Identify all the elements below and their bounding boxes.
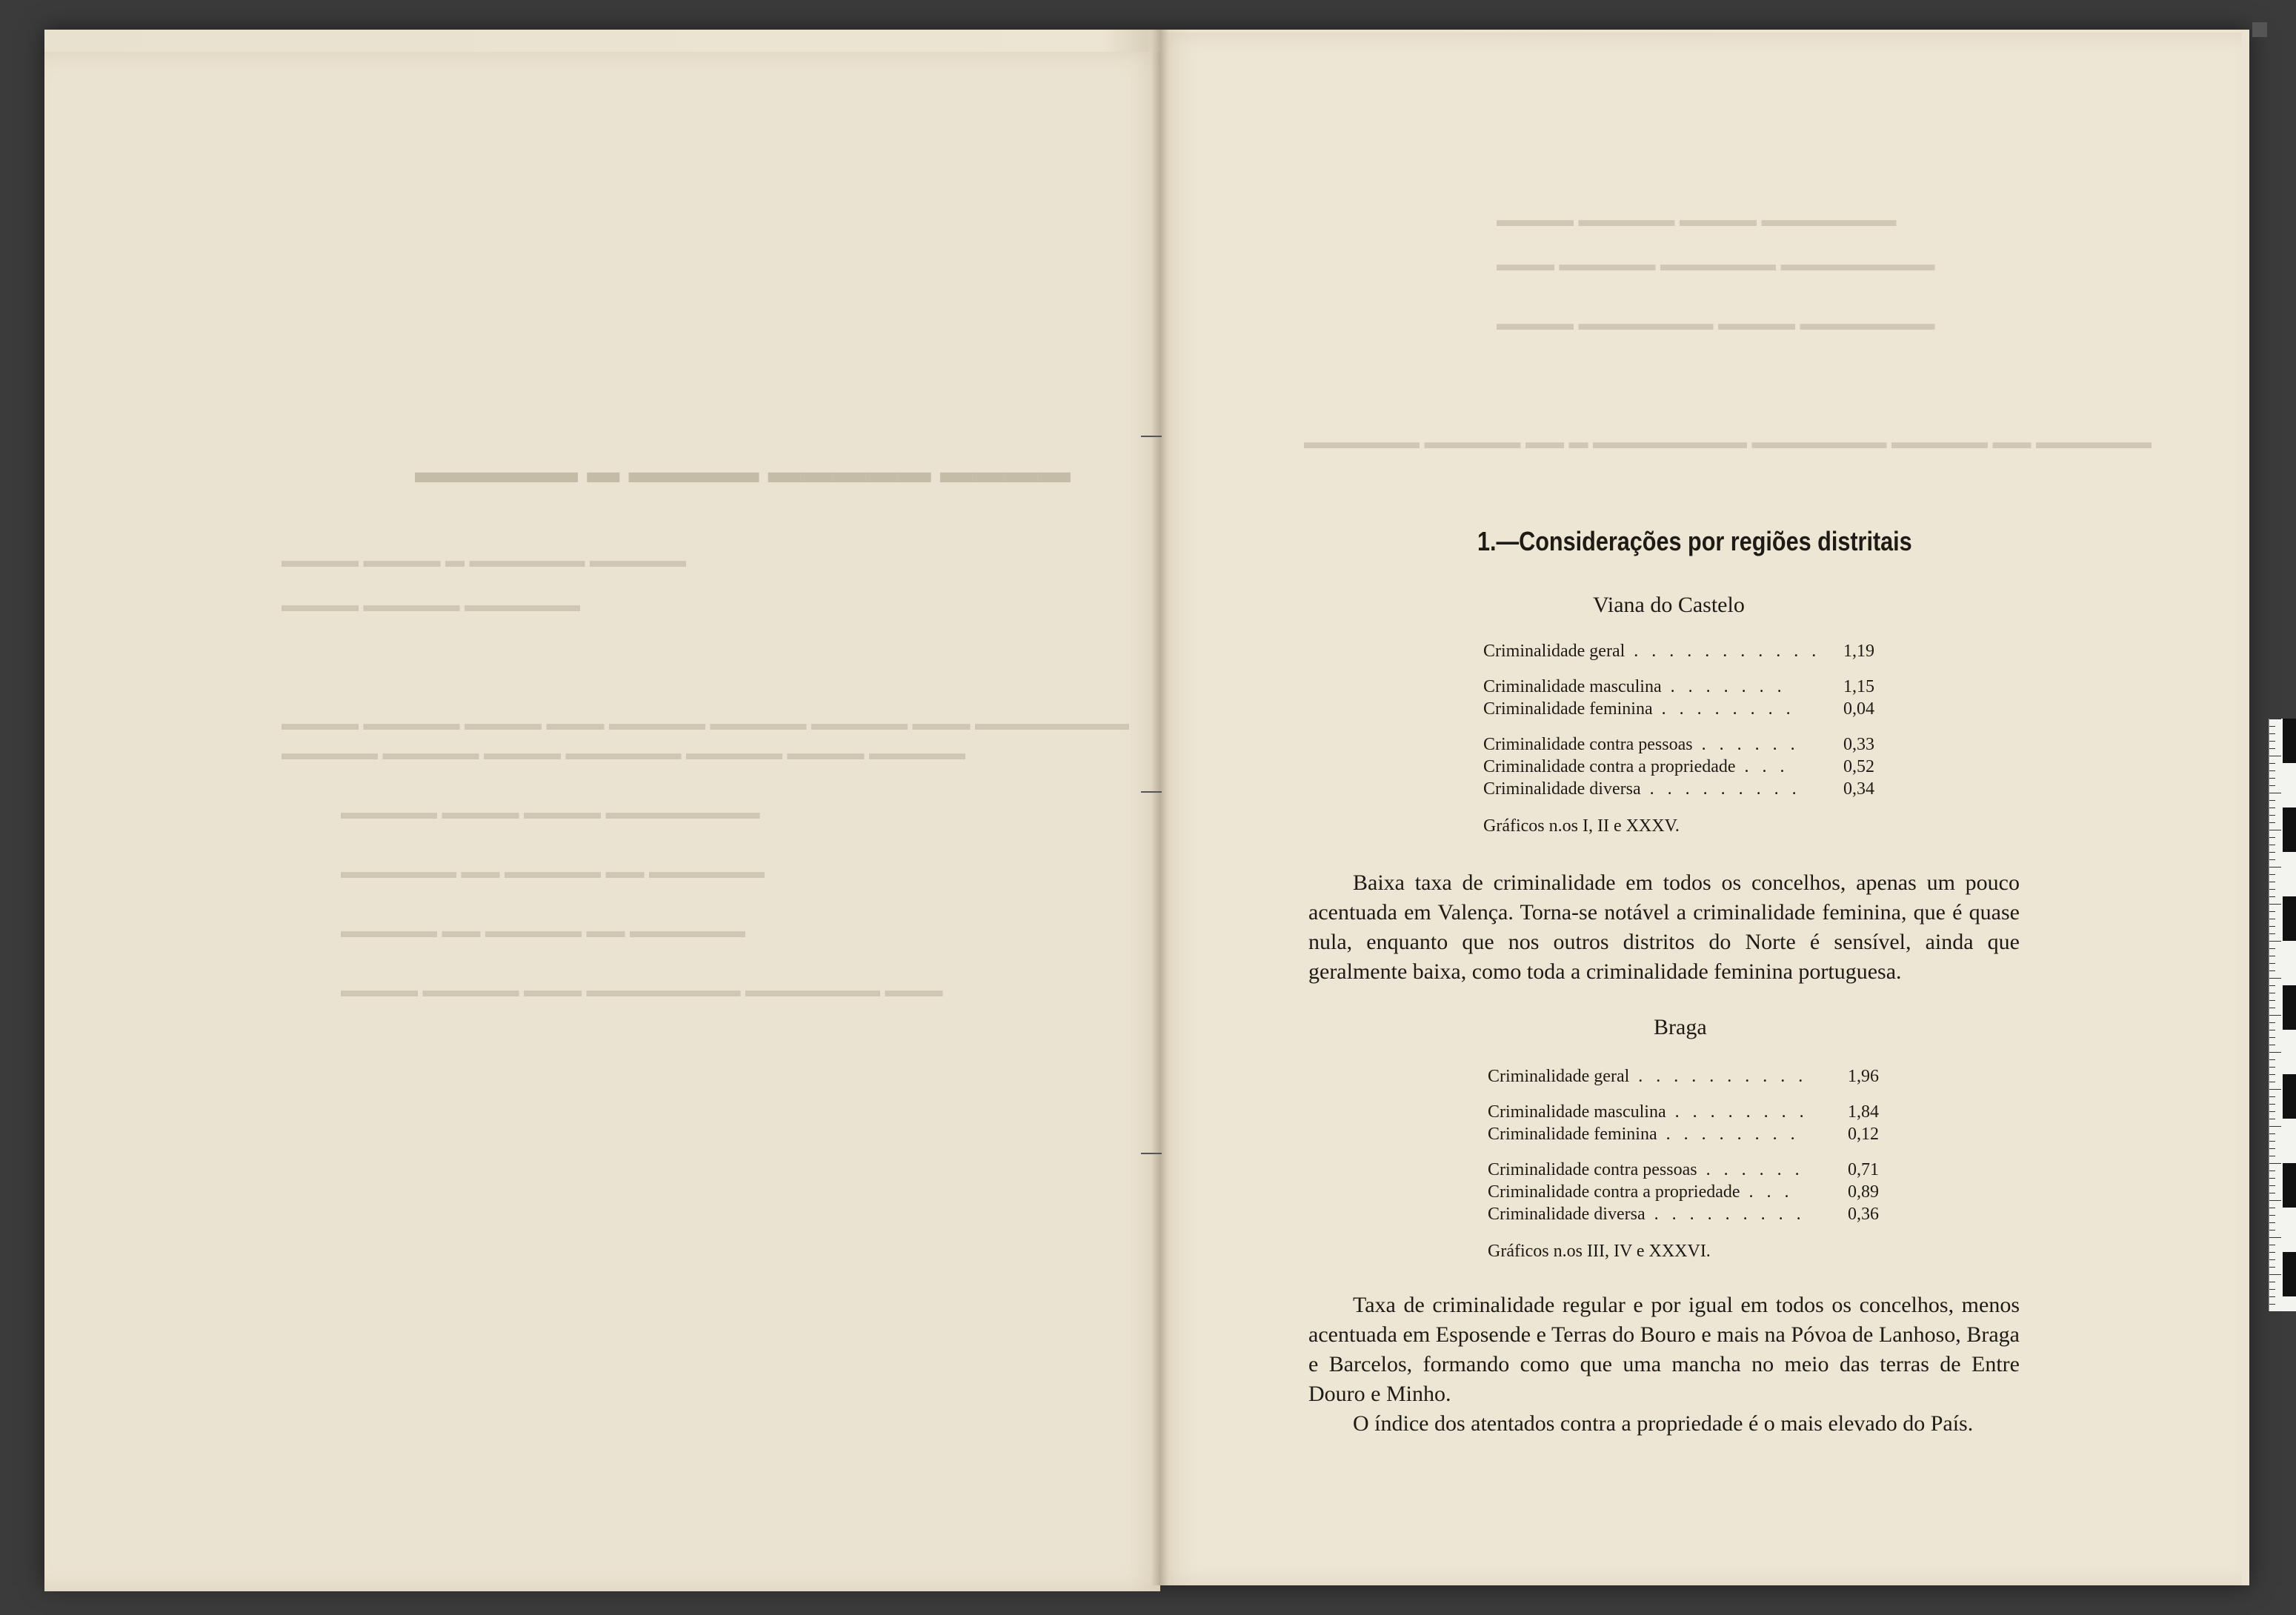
show-through-title: ▬▬▬▬ ▬▬▬▬▬ ▬▬▬▬ ▬ ▬▬▬▬▬: [415, 453, 1071, 490]
ruler-graduation: [2269, 1289, 2275, 1290]
stat-value: 0,12: [1848, 1125, 1879, 1144]
ruler-graduation: [2269, 1052, 2281, 1053]
viana-paragraph: Baixa taxa de criminalidade em todos os concelhos, apenas um pouco acentuada em Valença. Torna-se notável a criminalidade feminina, que é quase nula, enquanto que nos outros distritos do Norte é sensível, ainda que geralmente baixa, como toda a criminalidade feminina portuguesa.: [1308, 870, 2020, 984]
ruler-graduation: [2269, 896, 2275, 897]
ruler-graduation: [2269, 963, 2275, 964]
district-name-viana: Viana do Castelo: [1593, 593, 1745, 617]
stat-value: 1,19: [1843, 642, 1874, 661]
ruler-graduation: [2269, 1096, 2275, 1097]
show-through-text: ▬▬▬▬▬▬▬▬ ▬▬▬▬ ▬▬▬▬ ▬▬▬▬▬: [341, 802, 760, 823]
binding-mark: [1141, 1153, 1162, 1154]
ruler-graduation: [2269, 874, 2275, 875]
stat-label: Criminalidade contra pessoas: [1483, 735, 1693, 754]
stat-label: Criminalidade feminina: [1483, 699, 1653, 719]
leader-dots: . . . . . . . . .: [1640, 779, 1801, 799]
ruler-graduation: [2269, 1200, 2281, 1201]
ruler-graduation: [2269, 1296, 2275, 1297]
ruler-block: [2283, 719, 2296, 763]
stat-row: [1483, 779, 1801, 799]
ruler-graduation: [2269, 1237, 2281, 1238]
ruler-graduation: [2269, 1267, 2275, 1268]
ruler-graduation: [2269, 785, 2275, 786]
show-through-text: ▬▬▬▬▬▬ ▬▬ ▬▬▬▬▬ ▬▬ ▬▬▬▬▬: [341, 920, 745, 942]
stat-row: [1483, 642, 1820, 662]
show-through-text: ▬▬▬▬▬▬ ▬▬▬▬▬ ▬▬▬▬: [282, 594, 580, 616]
district-name-braga: Braga: [1654, 1015, 1707, 1039]
ruler-graduation: [2269, 970, 2275, 971]
braga-paragraph: Taxa de criminalidade regular e por igual em todos os concelhos, menos acentuada em Esposende e Terras do Bouro e mais na Póvoa de Lanhoso, Braga e Barcelos, formando como que uma mancha no meio das terras de Entre Douro e Minho.: [1308, 1293, 2020, 1406]
stat-row: [1488, 1102, 1808, 1122]
ruler-graduation: [2269, 763, 2275, 764]
stat-label: Criminalidade feminina: [1488, 1125, 1657, 1144]
ruler-graduation: [2269, 1215, 2275, 1216]
stat-label: Criminalidade diversa: [1483, 779, 1641, 799]
ruler-graduation: [2269, 1274, 2281, 1275]
braga-paragraph-2: O índice dos atentados contra a propriedade é o mais elevado do País.: [1353, 1411, 1974, 1436]
ruler-block: [2283, 1074, 2296, 1119]
ruler-graduation: [2269, 1074, 2275, 1075]
ruler-graduation: [2269, 1178, 2275, 1179]
ruler-graduation: [2269, 1037, 2275, 1038]
ruler-graduation: [2269, 748, 2275, 749]
ruler-graduation: [2269, 859, 2275, 860]
stat-label: Criminalidade masculina: [1488, 1102, 1666, 1122]
graficos-reference: Gráficos n.os I, II e XXXV.: [1483, 816, 1680, 836]
stat-row: [1488, 1205, 1806, 1225]
show-through-text: ▬▬▬▬▬▬▬▬ ▬▬▬ ▬▬▬▬▬ ▬▬▬▬▬ ▬▬▬▬▬ ▬▬▬ ▬▬▬▬ ▬▬▬▬▬ ▬▬▬▬: [282, 713, 1129, 734]
ruler-graduation: [2269, 770, 2275, 771]
ruler-graduation: [2269, 733, 2275, 734]
stat-row: [1483, 677, 1786, 697]
stat-value: 0,04: [1843, 699, 1874, 719]
ruler-block: [2283, 1163, 2296, 1208]
ruler-graduation: [2269, 911, 2275, 912]
show-through-text: ▬▬▬▬▬ ▬▬▬▬ ▬▬▬▬▬ ▬▬▬▬▬▬ ▬▬▬▬ ▬▬▬▬▬ ▬▬▬▬▬: [282, 742, 965, 764]
graficos-reference: Gráficos n.os III, IV e XXXVI.: [1488, 1242, 1711, 1261]
stat-row: [1483, 735, 1800, 755]
ruler-graduation: [2269, 1067, 2275, 1068]
ruler-graduation: [2269, 978, 2281, 979]
stat-label: Criminalidade geral: [1488, 1067, 1630, 1086]
scan-ruler: [2269, 719, 2296, 1311]
stat-value: 0,52: [1843, 757, 1874, 776]
ruler-graduation: [2269, 904, 2281, 905]
book-gutter: [1151, 30, 1169, 1585]
stat-row: [1488, 1067, 1807, 1087]
leader-dots: . . . . . . . .: [1652, 699, 1795, 719]
ruler-block: [2283, 808, 2296, 852]
ruler-graduation: [2269, 1022, 2275, 1023]
leader-dots: . . . . . . . .: [1657, 1125, 1800, 1144]
stat-label: Criminalidade contra a propriedade: [1483, 757, 1736, 776]
leader-dots: . . . . . .: [1697, 1160, 1804, 1179]
stat-label: Criminalidade contra a propriedade: [1488, 1182, 1740, 1202]
ruler-graduation: [2269, 1059, 2275, 1060]
ruler-graduation: [2269, 1252, 2275, 1253]
ruler-graduation: [2269, 933, 2275, 934]
ruler-graduation: [2269, 1148, 2275, 1149]
leader-dots: . . . . . . . .: [1666, 1102, 1808, 1122]
stat-value: 0,34: [1843, 779, 1874, 799]
stat-value: 0,71: [1848, 1160, 1879, 1179]
stat-value: 0,33: [1843, 735, 1874, 754]
leader-dots: . . .: [1740, 1182, 1794, 1202]
stat-value: 0,36: [1848, 1205, 1879, 1224]
show-through-text: ▬▬▬▬▬▬▬ ▬▬▬▬ ▬▬▬▬▬ ▬▬▬▬: [1497, 209, 1897, 230]
ruler-graduation: [2269, 1259, 2275, 1260]
stat-row: [1488, 1182, 1794, 1202]
stat-label: Criminalidade contra pessoas: [1488, 1160, 1697, 1179]
ruler-graduation: [2269, 778, 2275, 779]
section-title: 1.—Considerações por regiões distritais: [1477, 526, 1912, 556]
ruler-graduation: [2269, 926, 2275, 927]
ruler-graduation: [2269, 800, 2275, 801]
ruler-graduation: [2269, 1104, 2275, 1105]
stat-label: Criminalidade masculina: [1483, 677, 1662, 696]
stat-row: [1488, 1125, 1800, 1145]
ruler-graduation: [2269, 867, 2281, 868]
ruler-block: [2283, 985, 2296, 1030]
stat-row: [1488, 1160, 1804, 1180]
ruler-graduation: [2269, 837, 2275, 838]
ruler-graduation: [2269, 1185, 2275, 1186]
show-through-text: ▬▬▬▬▬▬▬▬ ▬▬▬▬▬▬ ▬▬▬▬▬ ▬▬▬: [1497, 253, 1935, 275]
ruler-graduation: [2269, 852, 2275, 853]
stat-label: Criminalidade geral: [1483, 642, 1625, 661]
stat-value: 0,89: [1848, 1182, 1879, 1202]
ruler-graduation: [2269, 741, 2275, 742]
ruler-block: [2283, 896, 2296, 941]
binding-mark: [1141, 436, 1162, 437]
ruler-graduation: [2269, 815, 2275, 816]
ruler-graduation: [2269, 1222, 2275, 1223]
show-through-text: ▬▬▬ ▬▬▬▬▬▬▬ ▬▬▬▬▬▬▬▬ ▬▬▬ ▬▬▬▬▬ ▬▬▬▬: [341, 979, 943, 1001]
ruler-block: [2283, 1252, 2296, 1296]
show-through-text: ▬▬▬▬▬▬▬ ▬▬▬▬ ▬▬▬▬▬▬▬ ▬▬▬▬: [1497, 313, 1935, 334]
stat-value: 1,15: [1843, 677, 1874, 696]
stat-row: [1483, 757, 1789, 777]
ruler-graduation: [2269, 1230, 2275, 1231]
ruler-graduation: [2269, 822, 2275, 823]
ruler-graduation: [2269, 1304, 2275, 1305]
ruler-graduation: [2269, 1126, 2281, 1127]
show-through-text: ▬▬▬▬▬▬ ▬▬ ▬▬▬▬▬ ▬▬▬▬▬▬▬ ▬▬▬▬▬▬▬▬ ▬ ▬▬ ▬▬▬▬▬ ▬▬▬▬▬▬: [1304, 431, 2152, 453]
leader-dots: . . . . . . .: [1661, 677, 1786, 696]
ruler-graduation: [2269, 1089, 2281, 1090]
ruler-graduation: [2269, 948, 2275, 949]
leader-dots: . . . . . . . . . . .: [1625, 642, 1821, 661]
ruler-graduation: [2269, 1163, 2281, 1164]
stat-row: [1483, 699, 1795, 719]
stat-value: 1,84: [1848, 1102, 1879, 1122]
stat-value: 1,96: [1848, 1067, 1879, 1086]
ruler-graduation: [2269, 1141, 2275, 1142]
ruler-graduation: [2269, 1111, 2275, 1112]
binding-mark: [1141, 791, 1162, 793]
show-through-text: ▬▬▬▬▬▬ ▬▬ ▬▬▬▬▬ ▬▬ ▬▬▬▬▬▬: [341, 861, 765, 882]
leader-dots: . . .: [1735, 757, 1789, 776]
stat-label: Criminalidade diversa: [1488, 1205, 1646, 1224]
show-through-text: ▬▬▬▬▬ ▬▬▬▬▬▬ ▬ ▬▬▬▬ ▬▬▬▬: [282, 550, 686, 571]
corner-mark: [2252, 22, 2267, 37]
ruler-graduation: [2269, 985, 2275, 986]
leader-dots: . . . . . . . . .: [1645, 1205, 1806, 1224]
ruler-graduation: [2269, 1015, 2281, 1016]
ruler-graduation: [2269, 1000, 2275, 1001]
ruler-graduation: [2269, 889, 2275, 890]
ruler-graduation: [2269, 1133, 2275, 1134]
leader-dots: . . . . . .: [1692, 735, 1800, 754]
ruler-graduation: [2269, 726, 2275, 727]
leader-dots: . . . . . . . . . .: [1629, 1067, 1808, 1086]
ruler-graduation: [2269, 941, 2281, 942]
